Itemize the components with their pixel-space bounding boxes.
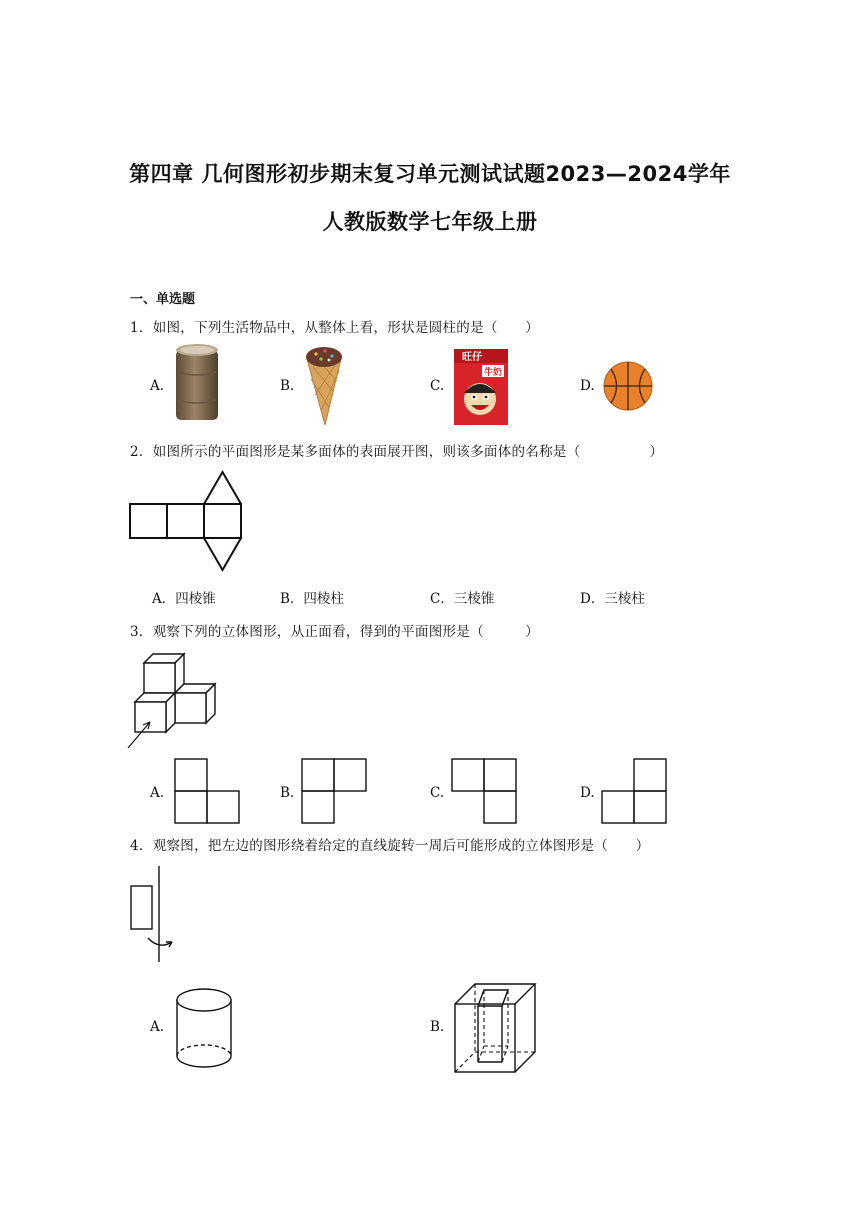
q2-option-b: B．四棱柱 bbox=[280, 591, 344, 607]
document-title-line-2: 人教版数学七年级上册 bbox=[322, 210, 538, 234]
q1-basketball-image bbox=[602, 360, 654, 412]
carton-brand-text: 旺仔 bbox=[462, 352, 482, 363]
carton-label-text: 牛奶 bbox=[484, 368, 503, 378]
q4-option-b-hollow-prism bbox=[452, 982, 538, 1076]
q3-option-b-label: B. bbox=[280, 785, 295, 801]
section-heading: 一、单选题 bbox=[130, 292, 196, 307]
q1-ice-cream-cone-image bbox=[303, 345, 345, 427]
document-title-line-1: 第四章 几何图形初步期末复习单元测试试题2023—2024学年 bbox=[129, 162, 731, 186]
q3-option-d-figure bbox=[601, 758, 669, 824]
q1-option-c-label: C. bbox=[430, 378, 445, 394]
q4-rotation-diagram bbox=[128, 866, 184, 964]
q4-option-a-label: A. bbox=[150, 1019, 165, 1035]
q1-option-a-label: A. bbox=[150, 378, 165, 394]
q4-option-b-label: B. bbox=[430, 1019, 445, 1035]
q3-option-a-figure bbox=[174, 758, 242, 824]
question-3-text: 3．观察下列的立体图形，从正面看，得到的平面图形是（ ） bbox=[130, 624, 540, 640]
q3-option-d-label: D. bbox=[580, 785, 595, 801]
question-4-text: 4．观察图，把左边的图形绕着给定的直线旋转一周后可能形成的立体图形是（ ） bbox=[130, 838, 650, 854]
q4-option-a-cylinder bbox=[174, 986, 234, 1072]
question-2-text: 2．如图所示的平面图形是某多面体的表面展开图，则该多面体的名称是（ ） bbox=[130, 444, 664, 460]
q2-prism-net-diagram bbox=[128, 470, 246, 574]
q3-option-c-label: C. bbox=[430, 785, 445, 801]
q3-cube-stack-diagram bbox=[126, 652, 218, 752]
q1-milk-carton-image bbox=[452, 345, 510, 427]
q2-option-c: C．三棱锥 bbox=[430, 591, 495, 607]
q3-option-a-label: A. bbox=[150, 785, 165, 801]
q3-option-c-figure bbox=[451, 758, 519, 824]
q1-coffee-can-image bbox=[172, 342, 222, 426]
question-1-text: 1．如图，下列生活物品中，从整体上看，形状是圆柱的是（ ） bbox=[130, 320, 540, 336]
q2-option-a: A．四棱锥 bbox=[152, 591, 216, 607]
q1-option-b-label: B. bbox=[280, 378, 295, 394]
q3-option-b-figure bbox=[301, 758, 369, 824]
q1-option-d-label: D. bbox=[580, 378, 595, 394]
q2-option-d: D．三棱柱 bbox=[580, 591, 645, 607]
